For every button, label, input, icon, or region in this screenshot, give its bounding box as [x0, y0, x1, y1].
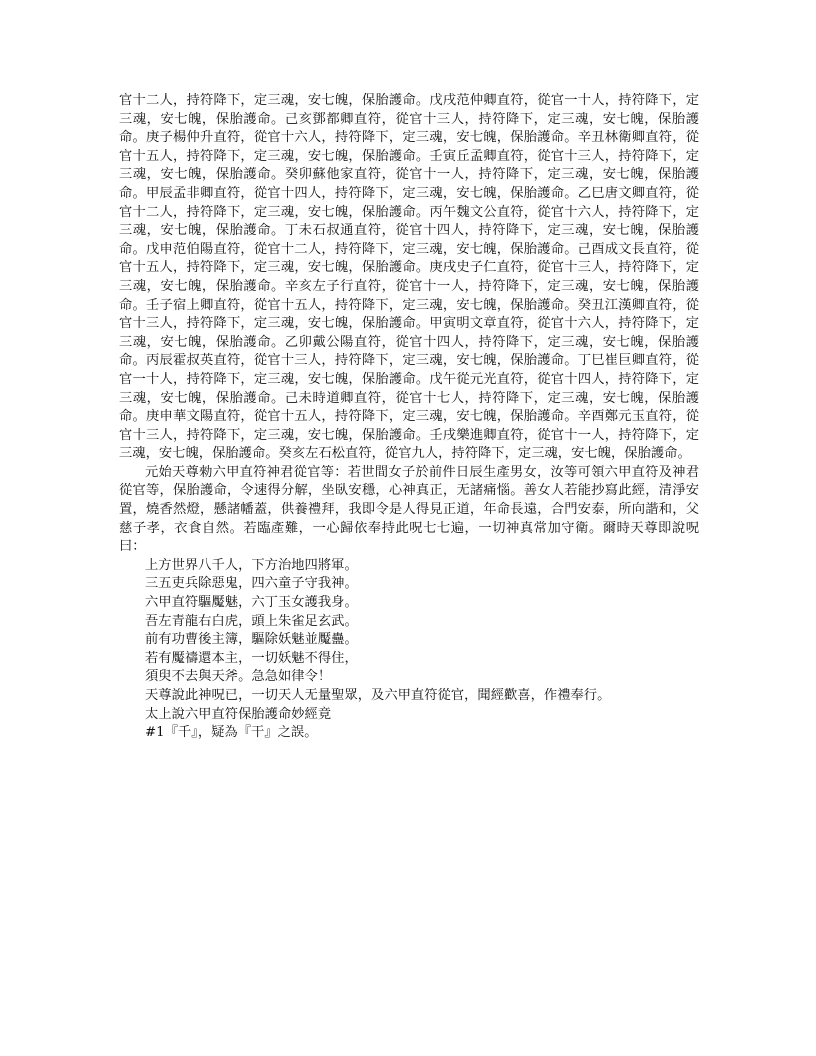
closing-line: 天尊說此神呪已，一切天人无量聖眾，及六甲直符從官，聞經歡喜，作禮奉行。	[145, 688, 611, 703]
incantation-line-4: 吾左青龍右白虎，頭上朱雀足玄武。	[145, 613, 358, 629]
incantation-line-2: 三五吏兵除惡鬼，四六童子守我神。	[145, 576, 358, 592]
document-body	[119, 92, 699, 743]
incantation-line-5: 前有功曹後主簿，驅除妖魅並魘蠱。	[145, 632, 358, 648]
footnote: #1『千』，疑為『干』之誤。	[145, 725, 318, 741]
incantation-line-3: 六甲直符驅魘魅，六丁玉女護我身。	[145, 595, 358, 611]
paragraph-decree: 元始天尊勑六甲直符神君從官等：若世間女子於前件日辰生產男女，汝等可領六甲直符及神君從官等，保胎護命，令速得分解，坐臥安穩，心神真正，无諸痛惱。善女人若能抄寫此經，清淨安置，燒香然燈，懸諸幡蓋，供養禮拜，我即令是人得見正道，年命長遠，合門安泰，所向諧和，父慈子孝，衣食自然。若臨產難，一心歸依奉持此呪七七遍，一切神真常加守衛。爾時天尊即說呪曰：	[119, 464, 699, 555]
paragraph-spirit-list: 官十二人，持符降下，定三魂，安七魄，保胎護命。戊戌范仲卿直符，從官一十人，持符降下，定三魂，安七魄，保胎護命。己亥鄧都卿直符，從官十三人，持符降下，定三魂，安七魄，保胎護命。庚子楊仲升直符，從官十六人，持符降下，定三魂，安七魄，保胎護命。辛丑林衛卿直符，從官十五人，持符降下，定三魂，安七魄，保胎護命。壬寅丘孟卿直符，從官十三人，持符降下，定三魂，安七魄，保胎護命。癸卯蘇他家直符，從官十一人，持符降下，定三魂，安七魄，保胎護命。甲辰孟非卿直符，從官十四人，持符降下，定三魂，安七魄，保胎護命。乙巳唐文卿直符，從官十二人，持符降下，定三魂，安七魄，保胎護命。丙午魏文公直符，從官十六人，持符降下，定三魂，安七魄，保胎護命。丁未石叔通直符，從官十四人，持符降下，定三魂，安七魄，保胎護命。戊申范伯陽直符，從官十二人，持符降下，定三魂，安七魄，保胎護命。己酉成文長直符，從官十五人，持符降下，定三魂，安七魄，保胎護命。庚戌史子仁直符，從官十三人，持符降下，定三魂，安七魄，保胎護命。辛亥左子行直符，從官十一人，持符降下，定三魂，安七魄，保胎護命。壬子宿上卿直符，從官十五人，持符降下，定三魂，安七魄，保胎護命。癸丑江漢卿直符，從官十三人，持符降下，定三魂，安七魄，保胎護命。甲寅明文章直符，從官十六人，持符降下，定三魂，安七魄，保胎護命。乙卯戴公陽直符，從官十四人，持符降下，定三魂，安七魄，保胎護命。丙辰霍叔英直符，從官十三人，持符降下，定三魂，安七魄，保胎護命。丁巳崔巨卿直符，從官一十人，持符降下，定三魂，安七魄，保胎護命。戊午從元光直符，從官十四人，持符降下，定三魂，安七魄，保胎護命。己未時道卿直符，從官十七人，持符降下，定三魂，安七魄，保胎護命。庚申華文陽直符，從官十五人，持符降下，定三魂，安七魄，保胎護命。辛酉鄭元玉直符，從官十三人，持符降下，定三魂，安七魄，保胎護命。壬戌樂進卿直符，從官十一人，持符降下，定三魂，安七魄，保胎護命。癸亥左石松直符，從官九人，持符降下，定三魂，安七魄，保胎護命。	[119, 93, 699, 462]
incantation-line-1: 上方世界八千人，下方治地四將軍。	[145, 557, 358, 573]
incantation-line-6: 若有魘禱還本主，一切妖魅不得住，	[145, 650, 358, 666]
incantation-line-7: 須臾不去與天斧。急急如律令！	[145, 669, 332, 685]
scripture-end-title: 太上說六甲直符保胎護命妙經竟	[145, 706, 332, 722]
